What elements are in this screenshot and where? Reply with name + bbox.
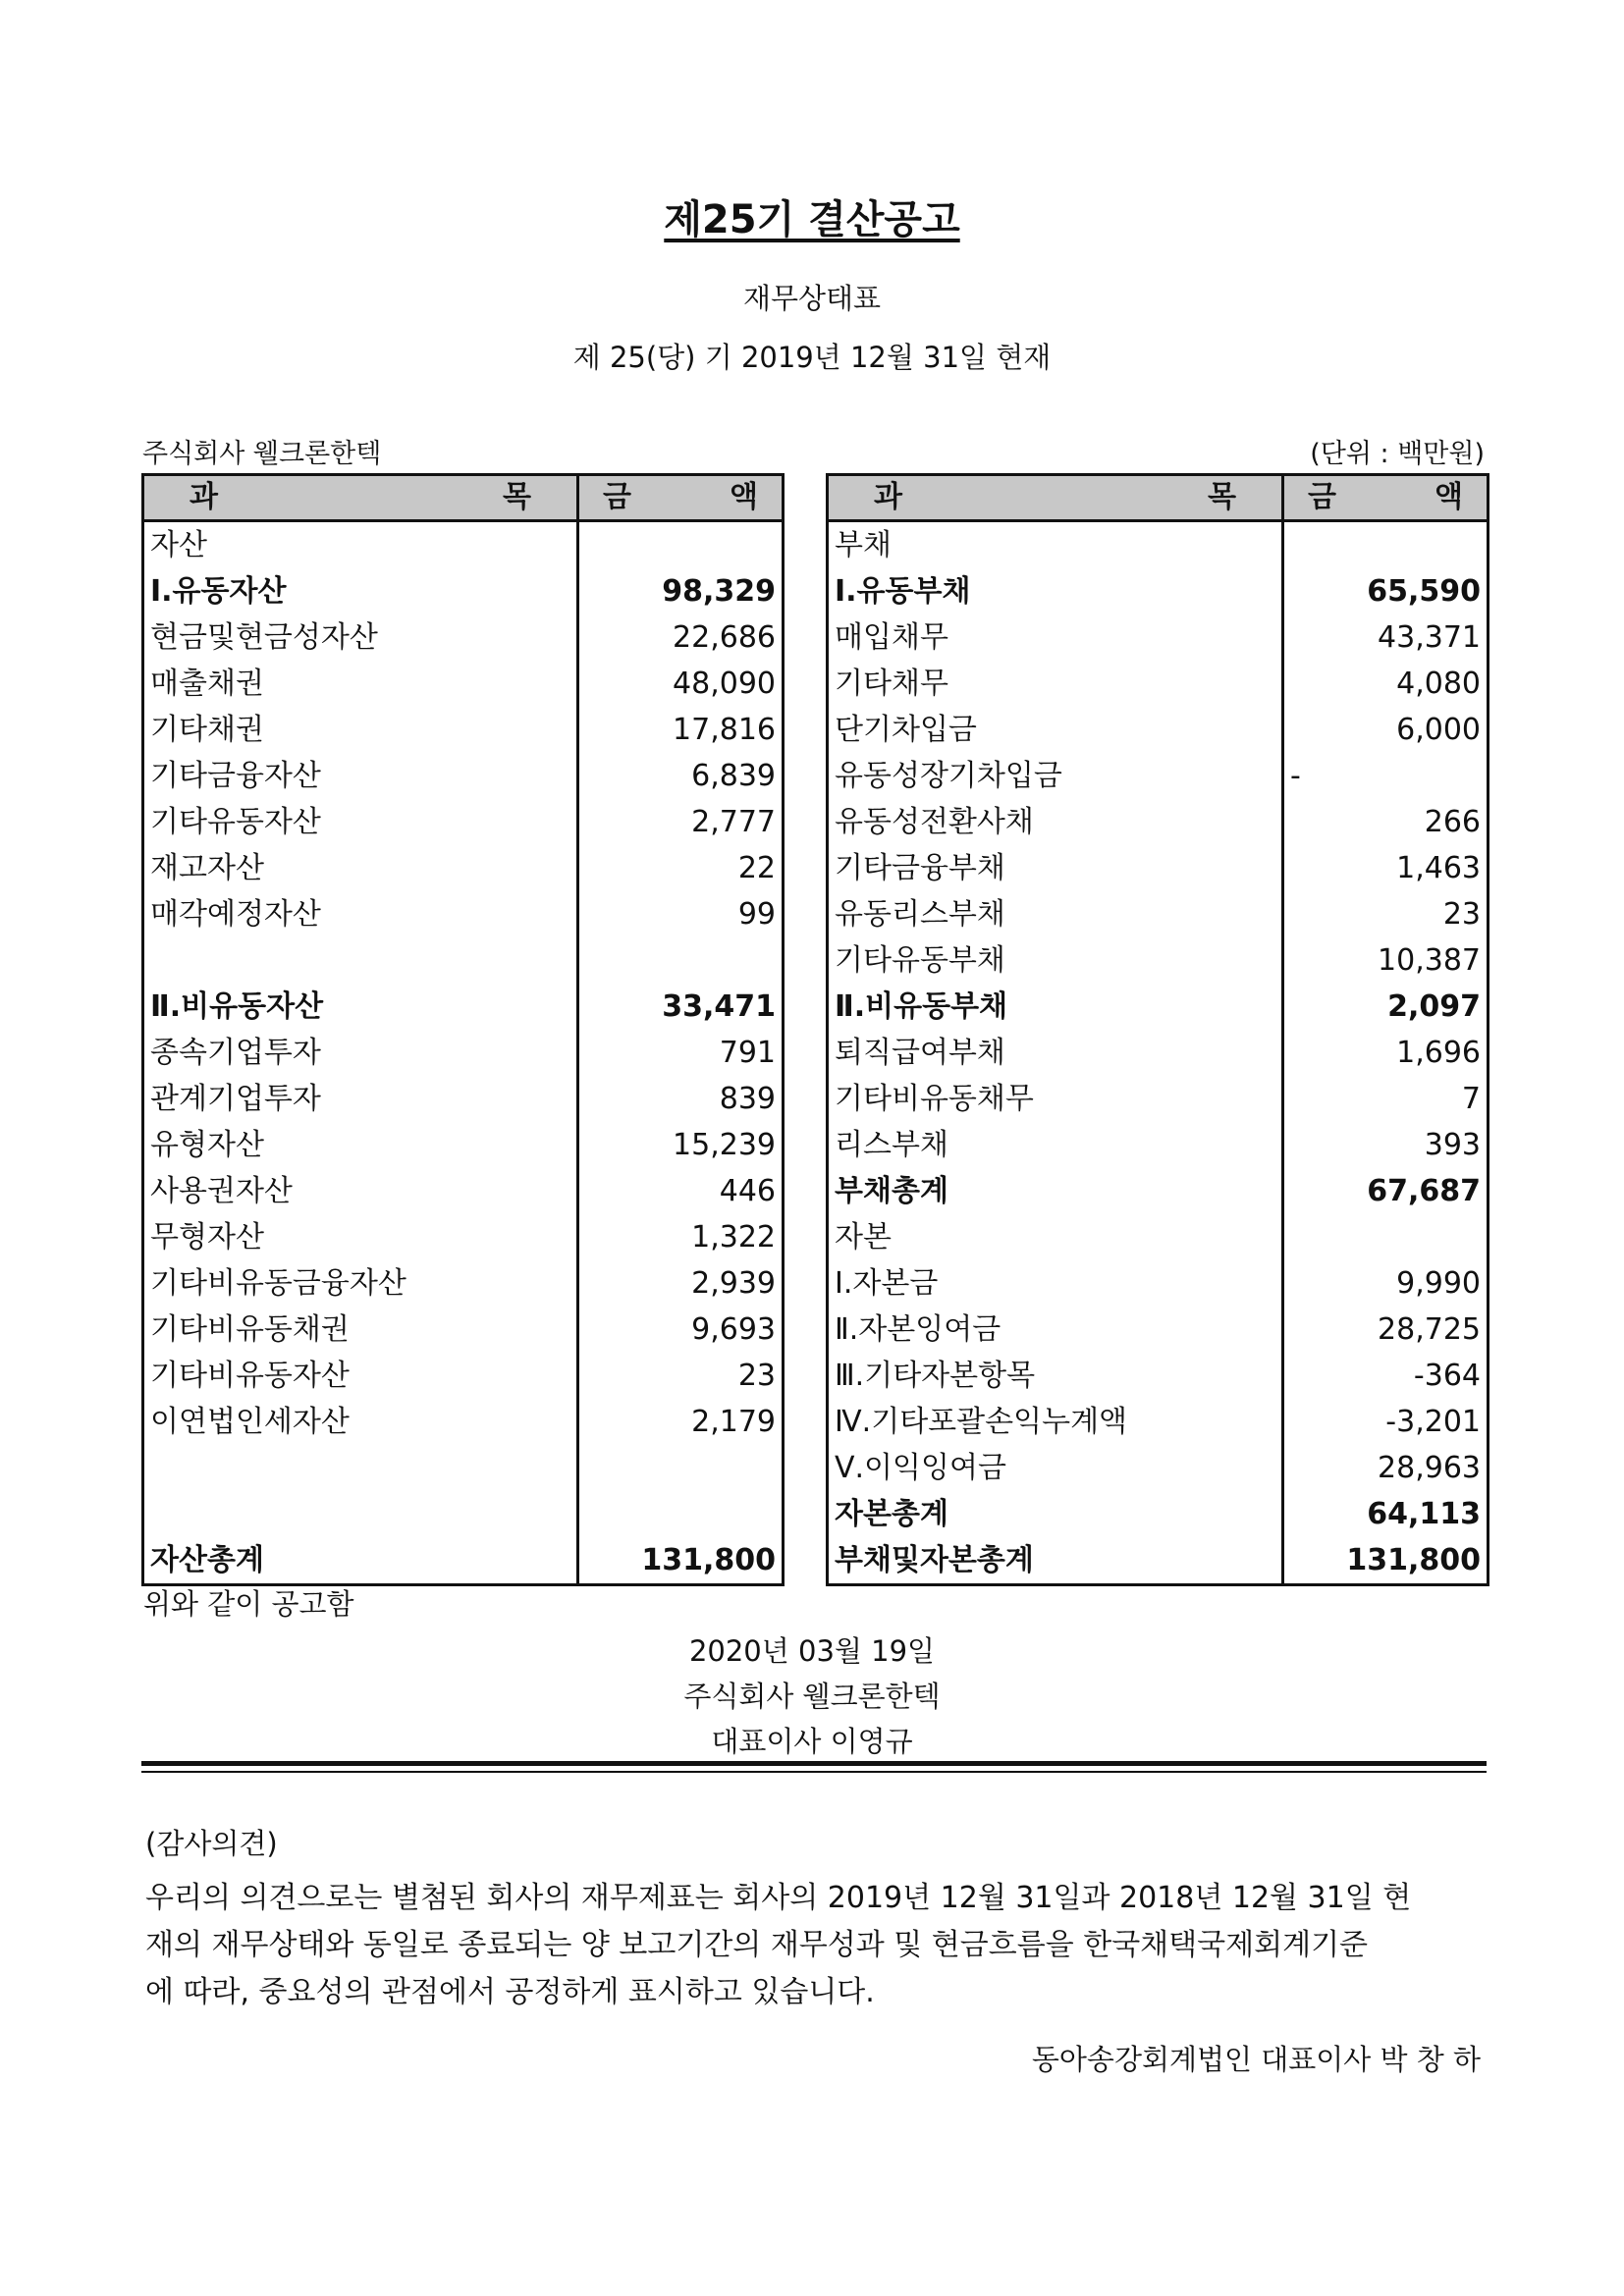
- amount-cell: -: [1283, 753, 1489, 799]
- account-name-cell: 부채및자본총계: [828, 1537, 1283, 1585]
- announcement-text: 위와 같이 공고함: [143, 1587, 354, 1621]
- amount-cell: 1,463: [1283, 845, 1489, 891]
- table-row: [143, 845, 784, 891]
- amount-cell: 7: [1283, 1076, 1489, 1122]
- account-name-cell: 부채총계: [828, 1168, 1283, 1214]
- table-row: [143, 1122, 784, 1168]
- table-row: [828, 707, 1489, 753]
- liabilities-equity-table: [826, 473, 1489, 1586]
- table-row: [143, 1491, 784, 1537]
- amount-cell: 99: [578, 891, 784, 937]
- account-name-cell: [143, 1491, 578, 1537]
- amount-cell: 6,839: [578, 753, 784, 799]
- account-name-cell: 유동리스부채: [828, 891, 1283, 937]
- account-name-cell: 자산총계: [143, 1537, 578, 1585]
- amount-cell: 266: [1283, 799, 1489, 845]
- table-row: [828, 799, 1489, 845]
- table-row: [828, 891, 1489, 937]
- account-name-cell: Ⅰ.자본금: [828, 1260, 1283, 1307]
- table-row: [828, 1353, 1489, 1399]
- amount-cell: 22,686: [578, 614, 784, 661]
- table-row: [828, 1491, 1489, 1537]
- account-name-cell: 자본: [828, 1214, 1283, 1260]
- divider-thick: [141, 1761, 1487, 1766]
- amount-header: 금 액: [1283, 475, 1489, 521]
- account-header: 과 목: [143, 475, 578, 521]
- amount-cell: 791: [578, 1030, 784, 1076]
- account-header: 과 목: [828, 475, 1283, 521]
- amount-cell: 4,080: [1283, 661, 1489, 707]
- amount-cell: 6,000: [1283, 707, 1489, 753]
- table-row: [828, 568, 1489, 614]
- table-row: [143, 984, 784, 1030]
- amount-cell: 98,329: [578, 568, 784, 614]
- amount-cell: 2,097: [1283, 984, 1489, 1030]
- account-name-cell: 기타유동부채: [828, 937, 1283, 984]
- account-name-cell: 단기차입금: [828, 707, 1283, 753]
- assets-table: [141, 473, 785, 1586]
- amount-cell: 446: [578, 1168, 784, 1214]
- account-name-cell: Ⅱ.자본잉여금: [828, 1307, 1283, 1353]
- amount-cell: 2,939: [578, 1260, 784, 1307]
- table-row: [143, 568, 784, 614]
- table-row: [143, 1214, 784, 1260]
- table-row: [828, 937, 1489, 984]
- table-row: [143, 1537, 784, 1585]
- amount-cell: 33,471: [578, 984, 784, 1030]
- table-row: [828, 753, 1489, 799]
- amount-cell: 1,322: [578, 1214, 784, 1260]
- account-name-cell: 기타비유동자산: [143, 1353, 578, 1399]
- page-title: 제25기 결산공고: [664, 197, 960, 242]
- table-row: [828, 661, 1489, 707]
- table-row: [143, 1353, 784, 1399]
- table-row: [143, 799, 784, 845]
- table-row: [828, 521, 1489, 569]
- account-name-cell: 기타채권: [143, 707, 578, 753]
- account-name-cell: Ⅰ.유동부채: [828, 568, 1283, 614]
- amount-cell: [1283, 521, 1489, 569]
- table-row: [828, 1076, 1489, 1122]
- table-row: [143, 661, 784, 707]
- table-row: [828, 1260, 1489, 1307]
- amount-cell: [578, 1491, 784, 1537]
- account-name-cell: 기타금융자산: [143, 753, 578, 799]
- amount-cell: 131,800: [1283, 1537, 1489, 1585]
- amount-header: 금 액: [578, 475, 784, 521]
- auditor-signature: 동아송강회계법인 대표이사 박 창 하: [1031, 2043, 1481, 2076]
- table-row: [143, 891, 784, 937]
- account-name-cell: 유형자산: [143, 1122, 578, 1168]
- account-name-cell: Ⅰ.유동자산: [143, 568, 578, 614]
- account-name-cell: 유동성장기차입금: [828, 753, 1283, 799]
- amount-cell: 2,179: [578, 1399, 784, 1445]
- amount-cell: [578, 937, 784, 984]
- amount-cell: 393: [1283, 1122, 1489, 1168]
- account-name-cell: 자본총계: [828, 1491, 1283, 1537]
- table-row: [143, 1399, 784, 1445]
- table-row: [828, 1537, 1489, 1585]
- announcement-ceo: 대표이사 이영규: [711, 1725, 913, 1758]
- amount-cell: 23: [578, 1353, 784, 1399]
- amount-cell: 48,090: [578, 661, 784, 707]
- account-name-cell: 기타비유동채권: [143, 1307, 578, 1353]
- statement-name: 재무상태표: [742, 282, 882, 315]
- account-name-cell: 매출채권: [143, 661, 578, 707]
- account-name-cell: 기타비유동금융자산: [143, 1260, 578, 1307]
- unit-label: (단위 : 백만원): [1310, 439, 1485, 469]
- table-row: [828, 1168, 1489, 1214]
- account-name-cell: 현금및현금성자산: [143, 614, 578, 661]
- table-row: [828, 1399, 1489, 1445]
- amount-cell: 43,371: [1283, 614, 1489, 661]
- account-name-cell: 기타채무: [828, 661, 1283, 707]
- amount-cell: 839: [578, 1076, 784, 1122]
- account-name-cell: 기타비유동채무: [828, 1076, 1283, 1122]
- announcement-company: 주식회사 웰크론한텍: [683, 1680, 941, 1713]
- table-header-row: [143, 475, 784, 521]
- account-name-cell: Ⅲ.기타자본항목: [828, 1353, 1283, 1399]
- amount-cell: 28,963: [1283, 1445, 1489, 1491]
- amount-cell: 10,387: [1283, 937, 1489, 984]
- amount-cell: [578, 521, 784, 569]
- account-name-cell: 자산: [143, 521, 578, 569]
- announcement-date: 2020년 03월 19일: [688, 1634, 936, 1668]
- account-name-cell: 사용권자산: [143, 1168, 578, 1214]
- table-row: [828, 1122, 1489, 1168]
- amount-cell: [578, 1445, 784, 1491]
- table-row: [828, 1030, 1489, 1076]
- table-row: [828, 1445, 1489, 1491]
- amount-cell: -3,201: [1283, 1399, 1489, 1445]
- amount-cell: 17,816: [578, 707, 784, 753]
- account-name-cell: Ⅴ.이익잉여금: [828, 1445, 1283, 1491]
- table-row: [143, 1307, 784, 1353]
- amount-cell: 28,725: [1283, 1307, 1489, 1353]
- table-row: [143, 707, 784, 753]
- amount-cell: 64,113: [1283, 1491, 1489, 1537]
- table-row: [143, 521, 784, 569]
- amount-cell: [1283, 1214, 1489, 1260]
- amount-cell: 22: [578, 845, 784, 891]
- account-name-cell: 무형자산: [143, 1214, 578, 1260]
- amount-cell: 1,696: [1283, 1030, 1489, 1076]
- table-row: [143, 614, 784, 661]
- table-row: [143, 1445, 784, 1491]
- account-name-cell: Ⅳ.기타포괄손익누계액: [828, 1399, 1283, 1445]
- amount-cell: 131,800: [578, 1537, 784, 1585]
- audit-opinion: 우리의 의견으로는 별첨된 회사의 재무제표는 회사의 2019년 12월 31일과 2018년 12월 31일 현 재의 재무상태와 동일로 종료되는 양 보고기간의 재무성과 및 현금흐름을 한국채택국제회계기준 에 따라, 중요성의 관점에서 공정하게 표시하고 있습니다.: [145, 1881, 1412, 2009]
- amount-cell: 67,687: [1283, 1168, 1489, 1214]
- table-row: [828, 984, 1489, 1030]
- amount-cell: 9,990: [1283, 1260, 1489, 1307]
- amount-cell: 65,590: [1283, 568, 1489, 614]
- account-name-cell: 기타유동자산: [143, 799, 578, 845]
- amount-cell: 23: [1283, 891, 1489, 937]
- reporting-period: 제 25(당) 기 2019년 12월 31일 현재: [572, 341, 1052, 374]
- table-row: [828, 845, 1489, 891]
- table-header-row: [828, 475, 1489, 521]
- account-name-cell: 부채: [828, 521, 1283, 569]
- account-name-cell: 기타금융부채: [828, 845, 1283, 891]
- account-name-cell: 퇴직급여부채: [828, 1030, 1283, 1076]
- account-name-cell: 리스부채: [828, 1122, 1283, 1168]
- audit-heading: (감사의견): [145, 1827, 278, 1860]
- table-row: [143, 1168, 784, 1214]
- account-name-cell: 유동성전환사채: [828, 799, 1283, 845]
- amount-cell: 2,777: [578, 799, 784, 845]
- account-name-cell: 재고자산: [143, 845, 578, 891]
- amount-cell: -364: [1283, 1353, 1489, 1399]
- account-name-cell: 매각예정자산: [143, 891, 578, 937]
- account-name-cell: 종속기업투자: [143, 1030, 578, 1076]
- amount-cell: 9,693: [578, 1307, 784, 1353]
- table-row: [828, 1214, 1489, 1260]
- divider-thin: [141, 1771, 1487, 1773]
- table-row: [828, 614, 1489, 661]
- amount-cell: 15,239: [578, 1122, 784, 1168]
- account-name-cell: Ⅱ.비유동자산: [143, 984, 578, 1030]
- account-name-cell: 관계기업투자: [143, 1076, 578, 1122]
- table-row: [143, 1076, 784, 1122]
- table-row: [143, 937, 784, 984]
- table-row: [143, 1260, 784, 1307]
- account-name-cell: 이연법인세자산: [143, 1399, 578, 1445]
- account-name-cell: Ⅱ.비유동부채: [828, 984, 1283, 1030]
- account-name-cell: [143, 937, 578, 984]
- company-name: 주식회사 웰크론한텍: [142, 439, 382, 469]
- table-row: [143, 753, 784, 799]
- table-row: [828, 1307, 1489, 1353]
- account-name-cell: 매입채무: [828, 614, 1283, 661]
- table-row: [143, 1030, 784, 1076]
- account-name-cell: [143, 1445, 578, 1491]
